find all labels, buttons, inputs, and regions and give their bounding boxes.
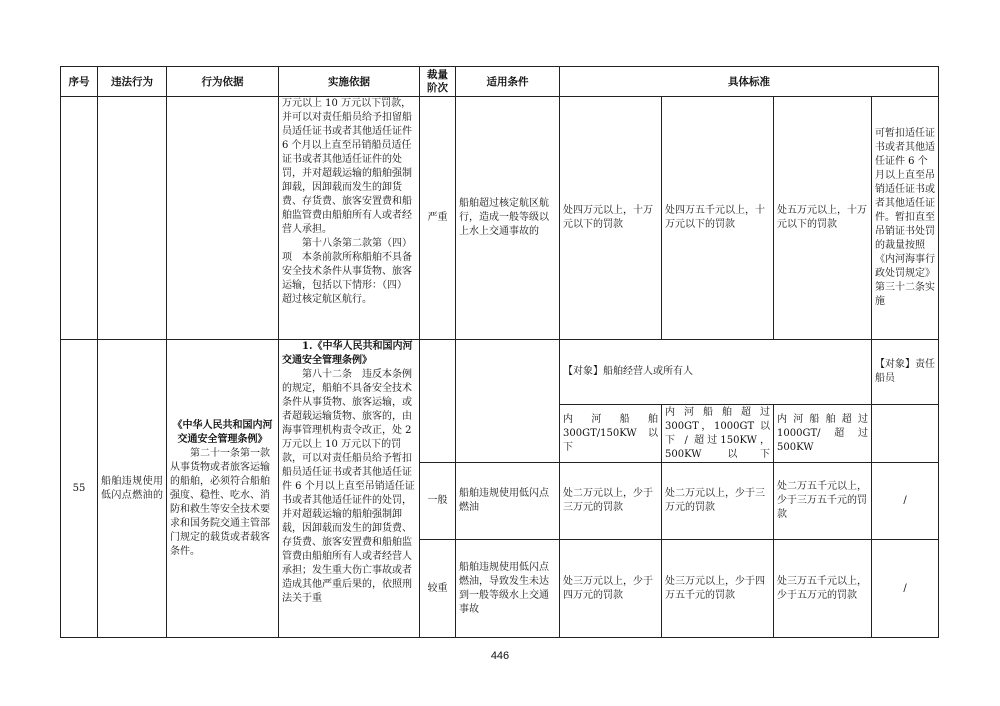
impl-para-2: 第十八条第二款第（四）项 本条前款所称船舶不具备安全技术条件从事货物、旅客运输，包括以下情形：（四）超过核定航区航行。 — [282, 238, 412, 305]
penalty-table — [60, 66, 939, 638]
cell-tier-3 — [774, 405, 872, 463]
header-standard: 具体标准 — [560, 67, 939, 97]
cell-heavier-std-4: / — [872, 540, 939, 638]
cell-heavier-std-2: 处三万元以上，少于四万五千元的罚款 — [662, 540, 774, 638]
cell-std-3: 处五万元以上，十万元以下的罚款 — [774, 97, 872, 340]
cell-condition-general: 船舶违规使用低闪点燃油 — [456, 463, 560, 540]
cell-impl-basis-55 — [279, 340, 420, 638]
header-level: 裁量 阶次 — [420, 67, 456, 97]
header-impl-basis: 实施依据 — [279, 67, 420, 97]
cell-seq-empty — [61, 97, 98, 340]
page-number: 446 — [490, 650, 510, 662]
cell-general-std-4: / — [872, 463, 939, 540]
cell-condition-heavier: 船舶违规使用低闪点燃油，导致发生未达到一般等级水上交通事故 — [456, 540, 560, 638]
cell-condition: 船舶超过核定航区航行，造成一般等级以上水上交通事故的 — [456, 97, 560, 340]
cell-impl-basis — [279, 97, 420, 340]
header-seq: 序号 — [61, 67, 98, 97]
cell-tier-crew-empty — [872, 405, 939, 463]
cell-std-2: 处四万五千元以上，十万元以下的罚款 — [662, 97, 774, 340]
cell-basis-empty — [167, 97, 279, 340]
impl-para-1: 万元以上 10 万元以下罚款，并可以对责任船员给予扣留船员适任证书或者其他适任证件 6 个月以上直至吊销船员适任证书或者其他适任证件的处罚，并对超载运输的船舶强制卸载，因卸载而发生的卸货费、存货费、旅客安置费和船舶监管费由船舶所有人或者经营人承担。 — [282, 98, 412, 235]
cell-level: 严重 — [420, 97, 456, 340]
impl-text: 第八十二条 违反本条例的规定，船舶不具备安全技术条件从事货物、旅客运输，或者超载运输货物、旅客的，由海事管理机构责令改正，处 2 万元以上 10 万元以下的罚款，可以对责任船员给予暂扣船员适任证书或者其他适任证件 6 个月以上直至吊销适任证书或者其他适任证件的处罚，并对超载运输的船舶强制卸载，因卸载而发生的卸货费、存货费、旅客安置费和船舶监管费由船舶所有人或者经营人承担；发生重大伤亡事故或者造成其他严重后果的，依照刑法关于重 — [282, 369, 415, 604]
impl-title: 1.《中华人民共和国内河交通安全管理条例》 — [282, 341, 413, 366]
cell-condition-empty — [456, 340, 560, 463]
cell-level-empty — [420, 340, 456, 463]
tier-3-label: 内河船舶超过1000GT/超过 500KW — [777, 413, 868, 453]
header-violation: 违法行为 — [98, 67, 167, 97]
cell-level-general: 一般 — [420, 463, 456, 540]
cell-heavier-std-1: 处三万元以上，少于四万元的罚款 — [560, 540, 662, 638]
header-row — [61, 67, 939, 97]
cell-level-heavier: 较重 — [420, 540, 456, 638]
cell-general-std-2: 处二万元以上，少于三万元的罚款 — [662, 463, 774, 540]
violation-text: 船舶违规使用低闪点燃油的 — [101, 475, 163, 501]
cell-basis — [167, 340, 279, 638]
cell-tier-2 — [662, 405, 774, 463]
basis-title: 《中华人民共和国内河交通安全管理条例》 — [172, 419, 273, 445]
header-basis: 行为依据 — [167, 67, 279, 97]
cell-std-4: 可暂扣适任证书或者其他适任证件 6 个月以上直至吊销适任证书或者其他适任证件。暂扣直至吊销证书处罚的裁量按照《内河海事行政处罚规定》第三十二条实施 — [872, 97, 939, 340]
cell-general-std-1: 处二万元以上，少于三万元的罚款 — [560, 463, 662, 540]
table-row-55-object — [61, 340, 939, 405]
cell-object-crew: 【对象】责任船员 — [872, 340, 939, 405]
cell-violation-empty — [98, 97, 167, 340]
cell-tier-1 — [560, 405, 662, 463]
tier-1-label: 内河船舶300GT/150KW 以下 — [563, 413, 658, 453]
cell-general-std-3: 处二万五千元以上，少于三万五千元的罚款 — [774, 463, 872, 540]
cell-violation — [98, 340, 167, 638]
table-row-prev — [61, 97, 939, 340]
cell-seq: 55 — [61, 340, 98, 638]
cell-heavier-std-3: 处三万五千元以上，少于五万元的罚款 — [774, 540, 872, 638]
cell-object-owner: 【对象】船舶经营人或所有人 — [560, 340, 872, 405]
basis-text: 第二十一条第一款 从事货物或者旅客运输的船舶，必须符合船舶强度、稳性、吃水、消防和救生等安全技术要求和国务院交通主管部门规定的载货或者载客条件。 — [170, 447, 280, 557]
header-condition: 适用条件 — [456, 67, 560, 97]
tier-2-label: 内河船舶超过 300GT，1000GT 以下 / 超过150KW，500KW 以下 — [665, 406, 770, 460]
cell-std-1: 处四万元以上，十万元以下的罚款 — [560, 97, 662, 340]
